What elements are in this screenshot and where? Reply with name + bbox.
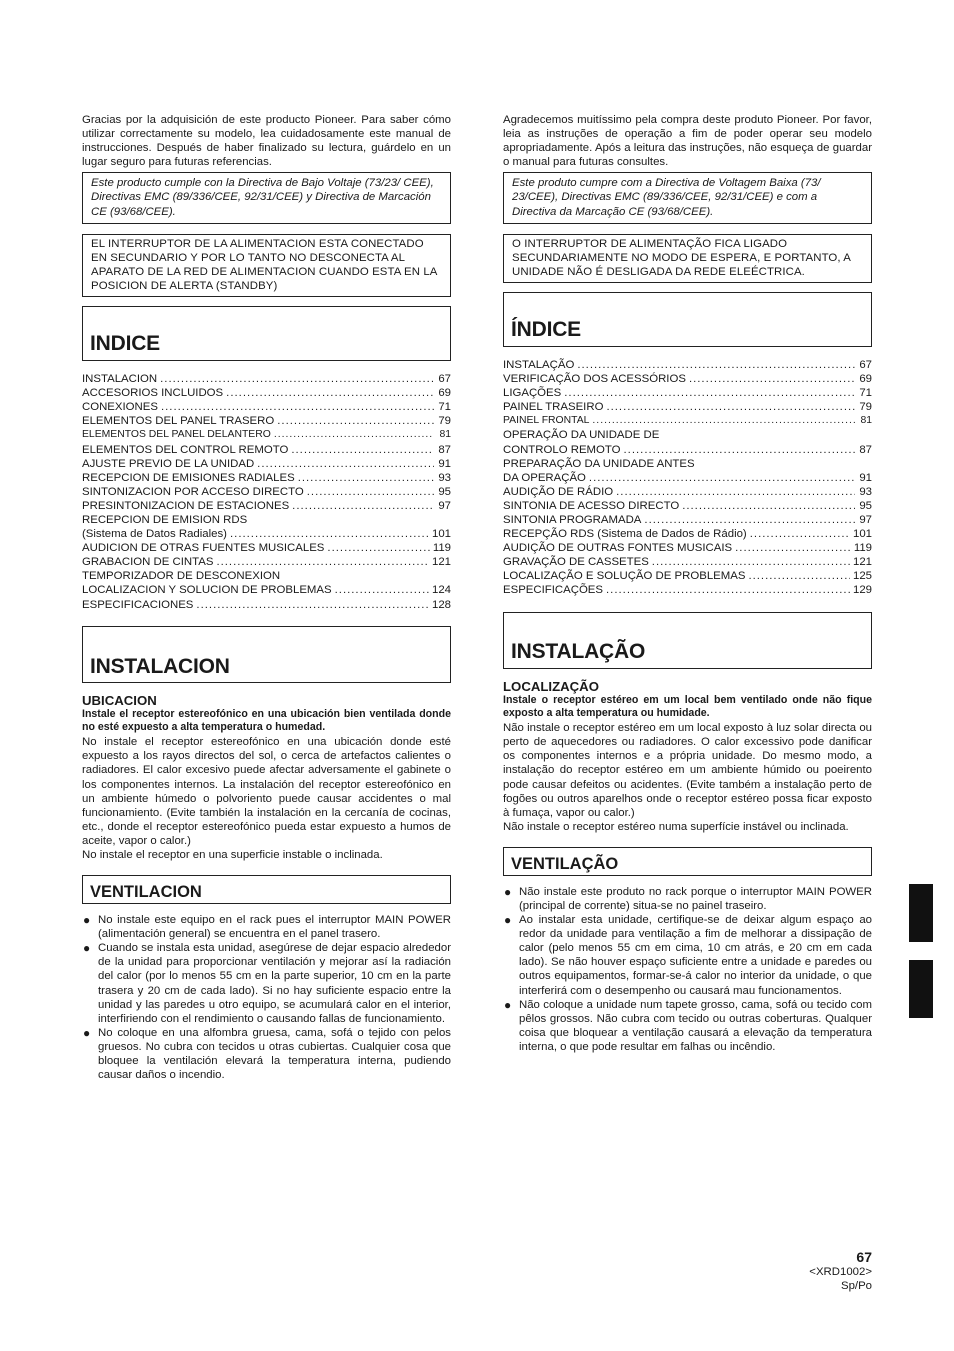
toc-entry: [503, 372, 872, 386]
toc-entry: [82, 386, 451, 400]
toc-entry-label: AJUSTE PREVIO DE LA UNIDAD: [82, 457, 255, 470]
toc-entry: [82, 555, 451, 569]
toc-leader-dots: [327, 541, 429, 555]
toc-entry-page: 97: [438, 499, 451, 512]
page-number: 67: [856, 1249, 872, 1265]
section-title: INSTALAÇÃO: [511, 640, 646, 664]
standby-note-text: O INTERRUPTOR DE ALIMENTAÇÃO FICA LIGADO SECUNDARIAMENTE NO MODO DE ESPERA, E PORTANTO, A UNIDADE NÃO É DESLIGADA DA REDE ELEÉCTRICA.: [512, 237, 851, 278]
section-tab-marker: [909, 960, 933, 1018]
toc-entry: [82, 443, 451, 457]
location-body-2: No instale el receptor en una superficie instable o inclinada.: [82, 848, 383, 861]
toc-entry: [503, 499, 872, 513]
toc-entry-label: INSTALAÇÃO: [503, 358, 575, 371]
toc-entry: [503, 457, 872, 471]
toc-entry-page: 121: [431, 556, 451, 569]
toc-entry: [82, 569, 451, 583]
table-of-contents: [503, 358, 872, 598]
toc-title-box: [503, 292, 872, 347]
toc-entry-label: SINTONIA DE ACESSO DIRECTO: [503, 499, 680, 512]
toc-entry: [503, 527, 872, 541]
ventilation-title: VENTILAÇÃO: [511, 854, 619, 873]
toc-entry-page: 101: [431, 528, 451, 541]
toc-entry: [503, 358, 872, 372]
toc-entry-page: 69: [438, 387, 451, 400]
directive-note: [503, 172, 872, 223]
bullet-icon: ●: [504, 913, 512, 928]
toc-entry-label: DA OPERAÇÃO: [503, 471, 586, 484]
toc-leader-dots: [592, 414, 855, 428]
toc-entry-page: 71: [438, 401, 451, 414]
toc-leader-dots: [735, 541, 851, 555]
toc-entry: [82, 428, 451, 442]
toc-entry: [503, 428, 872, 442]
toc-entry: [503, 400, 872, 414]
toc-entry-label: AUDICION DE OTRAS FUENTES MUSICALES: [82, 542, 325, 555]
toc-entry: [82, 457, 451, 471]
toc-entry: [82, 513, 451, 527]
toc-entry: [503, 485, 872, 499]
toc-leader-dots: [564, 386, 855, 400]
toc-leader-dots: [277, 414, 434, 428]
toc-entry-label: GRAVAÇÃO DE CASSETES: [503, 556, 649, 569]
toc-entry: [503, 583, 872, 597]
toc-entry-label: TEMPORIZADOR DE DESCONEXION: [82, 570, 281, 583]
toc-leader-dots: [682, 499, 855, 513]
toc-entry-label: OPERAÇÃO DA UNIDADE DE: [503, 429, 660, 442]
list-item: [82, 1026, 451, 1082]
toc-leader-dots: [616, 485, 855, 499]
toc-entry-page: 87: [859, 443, 872, 456]
toc-entry: [503, 443, 872, 457]
location-heading: UBICACION: [82, 692, 157, 708]
intro-text: Gracias por la adquisición de este producto Pioneer. Para saber cómo utilizar correctamente su modelo, lea cuidadosamente este manual de instrucciones. Después de haber finalizado su lectura, guárdelo en un lugar seguro para futuras referencias.: [82, 114, 451, 169]
toc-entry-label: PAINEL TRASEIRO: [503, 401, 604, 414]
toc-entry-label: RECEPCION DE EMISION RDS: [82, 513, 248, 526]
toc-leader-dots: [748, 569, 850, 583]
toc-entry-page: 91: [859, 471, 872, 484]
section-tab-marker: [909, 884, 933, 942]
toc-entry-label: ESPECIFICAÇÕES: [503, 584, 604, 597]
toc-entry: [82, 372, 451, 386]
toc-entry-page: 71: [859, 387, 872, 400]
toc-entry-label: PREPARAÇÃO DA UNIDADE ANTES: [503, 457, 695, 470]
ventilation-title-box: [503, 847, 872, 876]
toc-entry: [503, 414, 872, 428]
toc-leader-dots: [196, 598, 429, 612]
section-title-box: [503, 612, 872, 669]
toc-entry-label: GRABACION DE CINTAS: [82, 556, 214, 569]
ventilation-title: VENTILACION: [90, 882, 202, 901]
toc-leader-dots: [577, 358, 855, 372]
toc-entry-label: INSTALACION: [82, 373, 158, 386]
toc-entry-page: 67: [438, 373, 451, 386]
ventilation-list: [82, 913, 451, 1082]
model-code: <XRD1002>: [809, 1265, 872, 1278]
section-title: INSTALACION: [90, 654, 230, 678]
bullet-icon: ●: [83, 941, 91, 956]
list-item: [503, 913, 872, 998]
location-lead: Instale o receptor estéreo em um local bem ventilado onde não fique exposto a alta temperatura ou humidade.: [503, 693, 872, 720]
page-footer: [809, 1250, 872, 1294]
toc-title-box: [82, 306, 451, 361]
bullet-icon: ●: [504, 997, 512, 1012]
toc-entry-label: RECEPÇÃO RDS (Sistema de Dados de Rádio): [503, 528, 747, 541]
toc-entry-page: 95: [859, 499, 872, 512]
toc-entry-label: ACCESORIOS INCLUIDOS: [82, 387, 224, 400]
toc-leader-dots: [652, 555, 850, 569]
list-item: [503, 998, 872, 1054]
toc-entry-page: 125: [852, 570, 872, 583]
toc-entry-label: ELEMENTOS DEL CONTROL REMOTO: [82, 443, 289, 456]
toc-leader-dots: [298, 471, 434, 485]
spanish-column: [82, 113, 451, 1082]
toc-entry-label: LIGAÇÕES: [503, 387, 562, 400]
location-body-2: Não instale o receptor estéreo numa superfície instável ou inclinada.: [503, 820, 849, 833]
toc-entry-page: 97: [859, 513, 872, 526]
toc-entry: [82, 583, 451, 597]
list-item-text: Cuando se instala esta unidad, asegúrese de dejar espacio alrededor de la unidad para proporcionar ventilación y mejorar así la radiación del calor (por lo menos 55 cm en la parte superior, 10 cm en la parte trasera y 20 cm de cada lado). Si no hay suficiente espacio entre la unidad y las paredes u otro equipo, se acumulará calor en el interior, interfiriendo con el rendimiento o causando fallas de funcionamiento.: [98, 942, 451, 1025]
intro-text: Agradecemos muitíssimo pela compra deste produto Pioneer. Por favor, leia as instruções de operação a fim de poder operar seu modelo apropriadamente. Após a leitura das instruções, não esqueça de guardar o manual para futuras consultes.: [503, 114, 872, 169]
toc-entry-page: 79: [859, 401, 872, 414]
toc-entry-page: 124: [431, 584, 451, 597]
toc-entry-label: CONEXIONES: [82, 401, 158, 414]
toc-entry-page: 121: [852, 556, 872, 569]
toc-entry-label: AUDIÇÃO DE OUTRAS FONTES MUSICAIS: [503, 542, 733, 555]
toc-entry-label: LOCALIZACION Y SOLUCION DE PROBLEMAS: [82, 584, 332, 597]
toc-title: INDICE: [90, 331, 160, 355]
toc-entry-page: 119: [432, 542, 451, 555]
toc-entry: [503, 555, 872, 569]
toc-entry: [82, 400, 451, 414]
ventilation-title-box: [82, 875, 451, 904]
toc-entry-label: ELEMENTOS DEL PANEL DELANTERO: [82, 429, 271, 441]
section-title-box: [82, 626, 451, 683]
toc-entry: [503, 471, 872, 485]
list-item: [82, 913, 451, 941]
toc-entry-label: SINTONIZACION POR ACCESO DIRECTO: [82, 485, 304, 498]
toc-entry: [503, 541, 872, 555]
toc-leader-dots: [292, 499, 434, 513]
directive-note-text: Este produto cumpre com a Directiva de Voltagem Baixa (73/ 23/CEE), Directivas EMC (89/336/CEE, 92/31/CEE) e com a Directiva da Marcação CE (93/68/CEE).: [512, 177, 821, 218]
language-code: Sp/Po: [840, 1280, 872, 1292]
toc-entry: [82, 527, 451, 541]
toc-leader-dots: [226, 386, 434, 400]
toc-entry-page: 67: [859, 358, 872, 371]
toc-leader-dots: [230, 527, 429, 541]
toc-entry: [82, 598, 451, 612]
toc-entry: [503, 386, 872, 400]
toc-entry-label: (Sistema de Datos Radiales): [82, 528, 227, 541]
standby-note: [503, 234, 872, 283]
toc-entry: [503, 513, 872, 527]
toc-entry-page: 93: [438, 471, 451, 484]
bullet-icon: ●: [83, 913, 91, 928]
list-item-text: No instale este equipo en el rack pues el interruptor MAIN POWER (alimentación general) se encuentra en el panel trasero.: [98, 914, 451, 941]
table-of-contents: [82, 372, 451, 612]
toc-title: ÍNDICE: [511, 317, 581, 341]
toc-entry: [82, 541, 451, 555]
toc-leader-dots: [257, 457, 434, 471]
toc-entry-label: AUDIÇÃO DE RÁDIO: [503, 485, 614, 498]
toc-entry: [82, 485, 451, 499]
toc-entry-label: LOCALIZAÇÃO E SOLUÇÃO DE PROBLEMAS: [503, 570, 746, 583]
toc-leader-dots: [274, 428, 434, 442]
list-item-text: Ao instalar esta unidade, certifique-se de deixar algum espaço ao redor da unidade para ventilação a fim de melhorar a dissipação de calor (pelo menos 55 cm em cima, 10 cm atrás, e 20 cm em cada lado). Se não houver espaço suficiente entre a unidade e paredes ou outros equipamentos, formar-se-á calor no interior da unidade, o que interferirá com o desempenho ou causará mau funcionamentos.: [519, 914, 872, 997]
toc-entry-page: 91: [438, 457, 451, 470]
toc-leader-dots: [161, 400, 434, 414]
list-item: [82, 941, 451, 1026]
list-item-text: Não instale este produto no rack porque o interruptor MAIN POWER (principal de corrente) situa-se no painel traseiro.: [519, 885, 872, 912]
toc-entry: [82, 414, 451, 428]
list-item-text: Não coloque a unidade num tapete grosso, cama, sofá ou tecido com pêlos grossos. Não cubra com tecido ou outras coberturas. Qualquer coisa que bloquear a ventilação causará a elevação da temperatura interna, o que pode resultar em falhas ou incêndio.: [519, 998, 872, 1053]
toc-entry-page: 93: [859, 485, 872, 498]
toc-entry-label: SINTONIA PROGRAMADA: [503, 513, 642, 526]
list-item: [503, 885, 872, 913]
toc-entry-label: RECEPCION DE EMISIONES RADIALES: [82, 471, 295, 484]
location-heading: LOCALIZAÇÃO: [503, 678, 599, 694]
toc-entry-page: 81: [860, 415, 872, 427]
toc-leader-dots: [689, 372, 855, 386]
toc-leader-dots: [160, 372, 434, 386]
ventilation-list: [503, 885, 872, 1054]
portuguese-column: [503, 113, 872, 1054]
toc-entry: [82, 499, 451, 513]
directive-note: [82, 172, 451, 223]
toc-leader-dots: [750, 527, 850, 541]
toc-entry-page: 119: [853, 542, 872, 555]
toc-entry-label: PAINEL FRONTAL: [503, 415, 590, 427]
toc-leader-dots: [291, 443, 434, 457]
toc-entry-page: 87: [438, 443, 451, 456]
location-body: No instale el receptor estereofónico en una ubicación donde esté expuesto a los rayos directos del sol, o cerca de artefactos calientes o radiadores. El calor excesivo puede afectar adversamente el gabinete o los componentes internos. La instalación del receptor estereofónico en un ambiente húmedo o polvoriento puede causar accidentes o mal funcionamiento. (Evite también la instalación en la cercanía de cocinas, etc., donde el receptor estereofónico pueda estar expuesto a humos de aceite, vapor o calor.): [82, 736, 451, 847]
toc-entry-label: PRESINTONIZACION DE ESTACIONES: [82, 499, 290, 512]
toc-entry-page: 81: [439, 429, 451, 441]
toc-entry-label: CONTROLO REMOTO: [503, 443, 621, 456]
toc-leader-dots: [644, 513, 855, 527]
toc-leader-dots: [606, 583, 850, 597]
toc-leader-dots: [216, 555, 429, 569]
toc-leader-dots: [335, 583, 429, 597]
toc-leader-dots: [589, 471, 855, 485]
standby-note: [82, 234, 451, 297]
standby-note-text: EL INTERRUPTOR DE LA ALIMENTACION ESTA CONECTADO EN SECUNDARIO Y POR LO TANTO NO DESCONECTA AL APARATO DE LA RED DE ALIMENTACION CUANDO ESTA EN LA POSICION DE ALERTA (STANDBY): [91, 237, 437, 292]
toc-entry-page: 95: [438, 485, 451, 498]
toc-entry-page: 69: [859, 373, 872, 386]
location-body: Não instale o receptor estéreo em um local exposto à luz solar directa ou perto de aquecedores ou radiadores. O calor excessivo pode danificar os componentes internos e a própria unidade. Do mesmo modo, a instalação do receptor estéreo em um ambiente húmido ou poeirento pode causar defeitos ou acidentes. (Evite também a instalação perto de fogões ou outros aparelhos onde o receptor estéreo possa ficar exposto à fumaça, vapor ou calor.): [503, 722, 872, 819]
toc-leader-dots: [606, 400, 855, 414]
list-item-text: No coloque en una alfombra gruesa, cama, sofá o tejido con pelos gruesos. No cubra con tecidos u otras cubiertas. Cualquier cosa que bloquee la ventilación elevará la temperatura interna, pudiendo causar daños o incendio.: [98, 1026, 451, 1082]
location-lead: Instale el receptor estereofónico en una ubicación bien ventilada donde no esté expuesto a alta temperatura o humedad.: [82, 707, 451, 734]
toc-entry-page: 129: [852, 584, 872, 597]
toc-entry: [82, 471, 451, 485]
toc-entry-label: ESPECIFICACIONES: [82, 598, 194, 611]
toc-entry-page: 101: [852, 528, 872, 541]
toc-leader-dots: [624, 443, 856, 457]
directive-note-text: Este producto cumple con la Directiva de Bajo Voltaje (73/23/ CEE), Directivas EMC (89/336/CEE, 92/31/CEE) y Directiva de Marcación CE (93/68/CEE).: [91, 177, 434, 218]
toc-entry-page: 128: [431, 598, 451, 611]
bullet-icon: ●: [83, 1025, 91, 1040]
bullet-icon: ●: [504, 884, 512, 899]
toc-entry: [503, 569, 872, 583]
toc-entry-label: ELEMENTOS DEL PANEL TRASERO: [82, 415, 275, 428]
toc-entry-label: VERIFICAÇÃO DOS ACESSÓRIOS: [503, 373, 686, 386]
toc-leader-dots: [307, 485, 434, 499]
toc-entry-page: 79: [438, 415, 451, 428]
